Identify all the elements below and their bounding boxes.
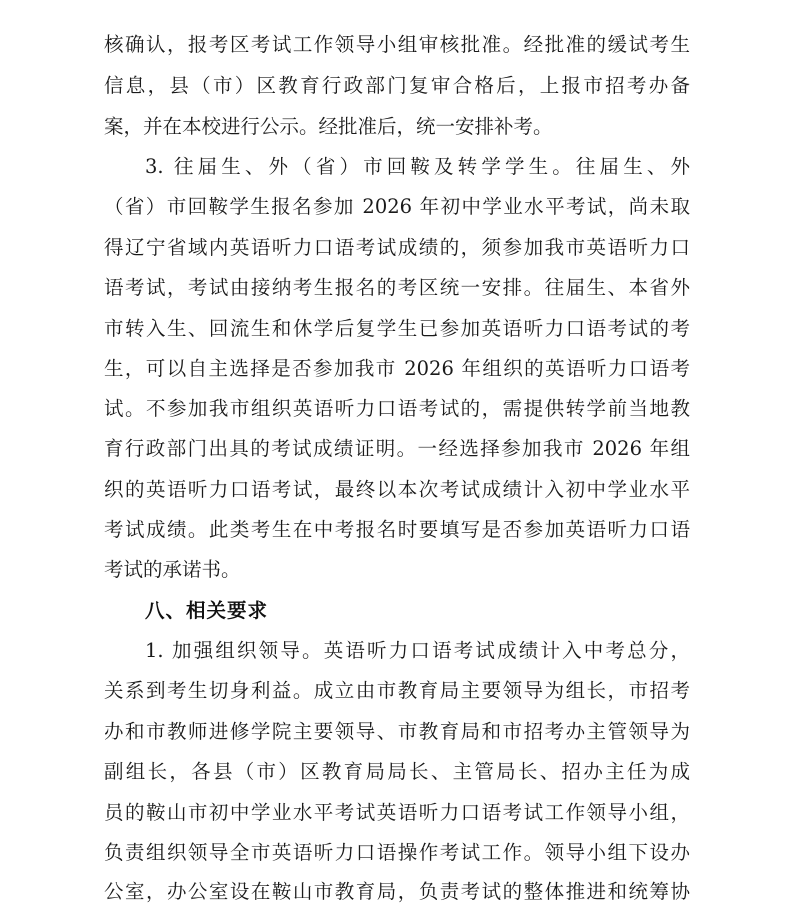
text-line: 考试的承诺书。	[104, 558, 241, 581]
section-heading: 八、相关要求	[145, 599, 269, 622]
text-line: 育行政部门出具的考试成绩证明。一经选择参加我市 2026 年组	[104, 437, 690, 460]
text-line: 关系到考生切身利益。成立由市教育局主要领导为组长，市招考	[104, 679, 690, 702]
text-line: 员的鞍山市初中学业水平考试英语听力口语考试工作领导小组，	[104, 801, 690, 824]
text-line: 案，并在本校进行公示。经批准后，统一安排补考。	[104, 115, 553, 138]
text-line: 副组长，各县（市）区教育局局长、主管局长、招办主任为成	[104, 760, 690, 783]
text-line: 办和市教师进修学院主要领导、市教育局和市招考办主管领导为	[104, 720, 690, 743]
text-line: 1. 加强组织领导。英语听力口语考试成绩计入中考总分，	[145, 639, 690, 662]
text-line: 得辽宁省域内英语听力口语考试成绩的，须参加我市英语听力口	[104, 236, 690, 259]
text-line: 生，可以自主选择是否参加我市 2026 年组织的英语听力口语考	[104, 357, 690, 380]
text-line: （省）市回鞍学生报名参加 2026 年初中学业水平考试，尚未取	[104, 195, 690, 218]
text-line: 试。不参加我市组织英语听力口语考试的，需提供转学前当地教	[104, 397, 690, 420]
text-line: 信息，县（市）区教育行政部门复审合格后，上报市招考办备	[104, 74, 690, 97]
text-line: 核确认，报考区考试工作领导小组审核批准。经批准的缓试考生	[104, 33, 690, 56]
text-line: 织的英语听力口语考试，最终以本次考试成绩计入初中学业水平	[104, 478, 690, 501]
text-line: 3. 往届生、外（省）市回鞍及转学学生。往届生、外	[145, 155, 690, 178]
text-line: 负责组织领导全市英语听力口语操作考试工作。领导小组下设办	[104, 841, 690, 864]
text-line: 公室，办公室设在鞍山市教育局，负责考试的整体推进和统筹协	[104, 880, 690, 903]
text-line: 市转入生、回流生和休学后复学生已参加英语听力口语考试的考	[104, 317, 690, 340]
text-line: 语考试，考试由接纳考生报名的考区统一安排。往届生、本省外	[104, 276, 690, 299]
text-line: 考试成绩。此类考生在中考报名时要填写是否参加英语听力口语	[104, 518, 690, 541]
